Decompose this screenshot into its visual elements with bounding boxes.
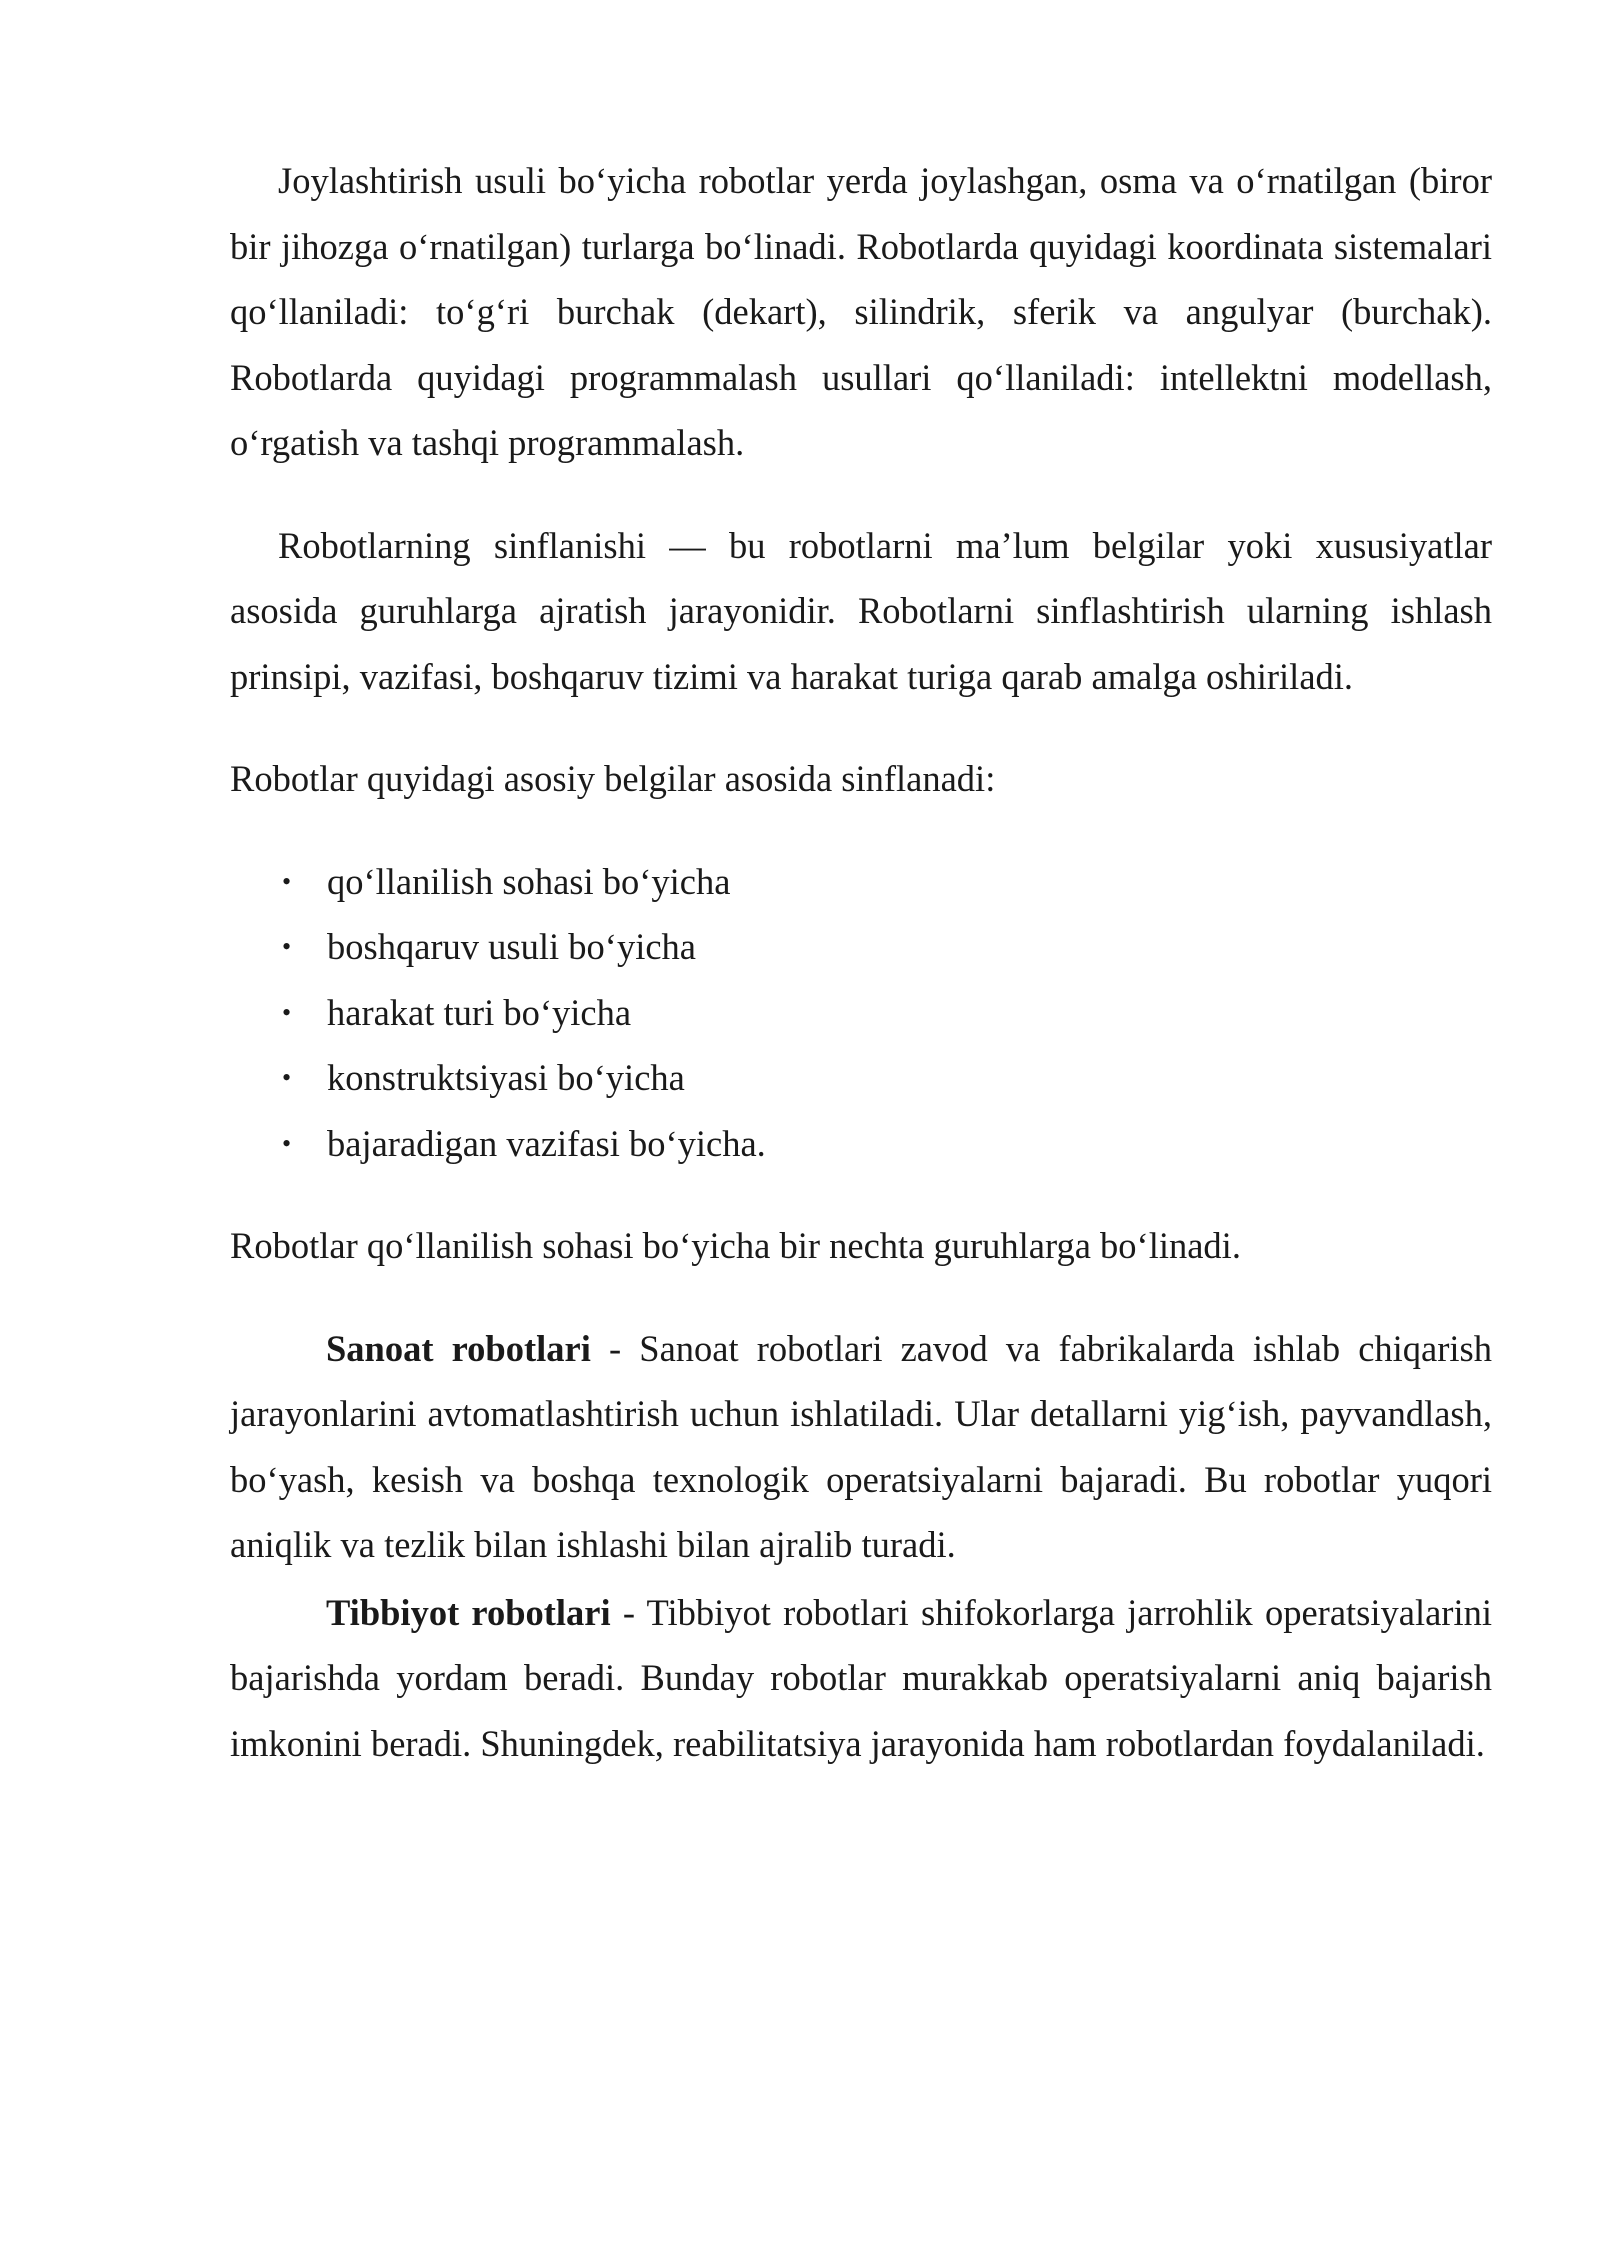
list-item-text: boshqaruv usuli bo‘yicha [327, 926, 696, 967]
bullet-icon: • [282, 1128, 292, 1158]
paragraph-classification-definition: Robotlarning sinflanishi — bu robotlarni ma’lum belgilar yoki xususiyatlar asosida guruhlarga ajratish jarayonidir. Robotlarni sinflashtirish ularning ishlash prinsipi, vazifasi, boshqaruv tizimi va harakat turiga qarab amalga oshiriladi. [230, 524, 1492, 697]
classification-criteria-list [230, 849, 1492, 1177]
list-item-text: konstruktsiyasi bo‘yicha [327, 1057, 685, 1098]
medical-robots-heading: Tibbiyot robotlari [326, 1591, 611, 1633]
paragraph-list-intro: Robotlar quyidagi asosiy belgilar asosida sinflanadi: [230, 758, 996, 799]
list-item [230, 914, 1492, 980]
medical-robots-text: - Tibbiyot robotlari shifokorlarga jarrohlik operatsiyalarini bajarishda yordam beradi. Bunday robotlar murakkab operatsiyalarni aniq bajarish imkonini beradi. Shuningdek, reabilitatsiya jarayonida ham robotlardan foydalaniladi. [230, 1591, 1492, 1764]
bullet-icon: • [282, 1063, 292, 1092]
list-item [230, 1111, 1492, 1177]
paragraph-medical-robots [230, 1580, 1492, 1777]
industrial-robots-heading: Sanoat robotlari [326, 1327, 591, 1369]
list-item [230, 849, 1492, 915]
list-item-text: qo‘llanilish sohasi bo‘yicha [327, 860, 731, 902]
paragraph-industrial-robots [230, 1316, 1492, 1578]
list-item-text: bajaradigan vazifasi bo‘yicha. [327, 1122, 766, 1164]
list-item-text: harakat turi bo‘yicha [327, 991, 632, 1033]
list-item [230, 980, 1492, 1046]
paragraph-application-groups: Robotlar qo‘llanilish sohasi bo‘yicha bir nechta guruhlarga bo‘linadi. [230, 1225, 1241, 1266]
bullet-icon: • [282, 997, 292, 1027]
bullet-icon: • [282, 932, 292, 961]
document-page [230, 148, 1492, 1776]
industrial-robots-text: - Sanoat robotlari zavod va fabrikalarda ishlab chiqarish jarayonlarini avtomatlashtirish uchun ishlatiladi. Ular detallarni yig‘ish, payvandlash, bo‘yash, kesish va boshqa texnologik operatsiyalarni bajaradi. Bu robotlar yuqori aniqlik va tezlik bilan ishlashi bilan ajralib turadi. [230, 1327, 1493, 1565]
paragraph-placement-types: Joylashtirish usuli bo‘yicha robotlar yerda joylashgan, osma va o‘rnatilgan (biror bir jihozga o‘rnatilgan) turlarga bo‘linadi. Robotlarda quyidagi koordinata sistemalari qo‘llaniladi: to‘g‘ri burchak (dekart), silindrik, sferik va angulyar (burchak). Robotlarda quyidagi programmalash usullari qo‘llaniladi: intellektni modellash, o‘rgatish va tashqi programmalash. [230, 160, 1492, 463]
list-item [230, 1045, 1492, 1111]
bullet-icon: • [282, 866, 292, 896]
